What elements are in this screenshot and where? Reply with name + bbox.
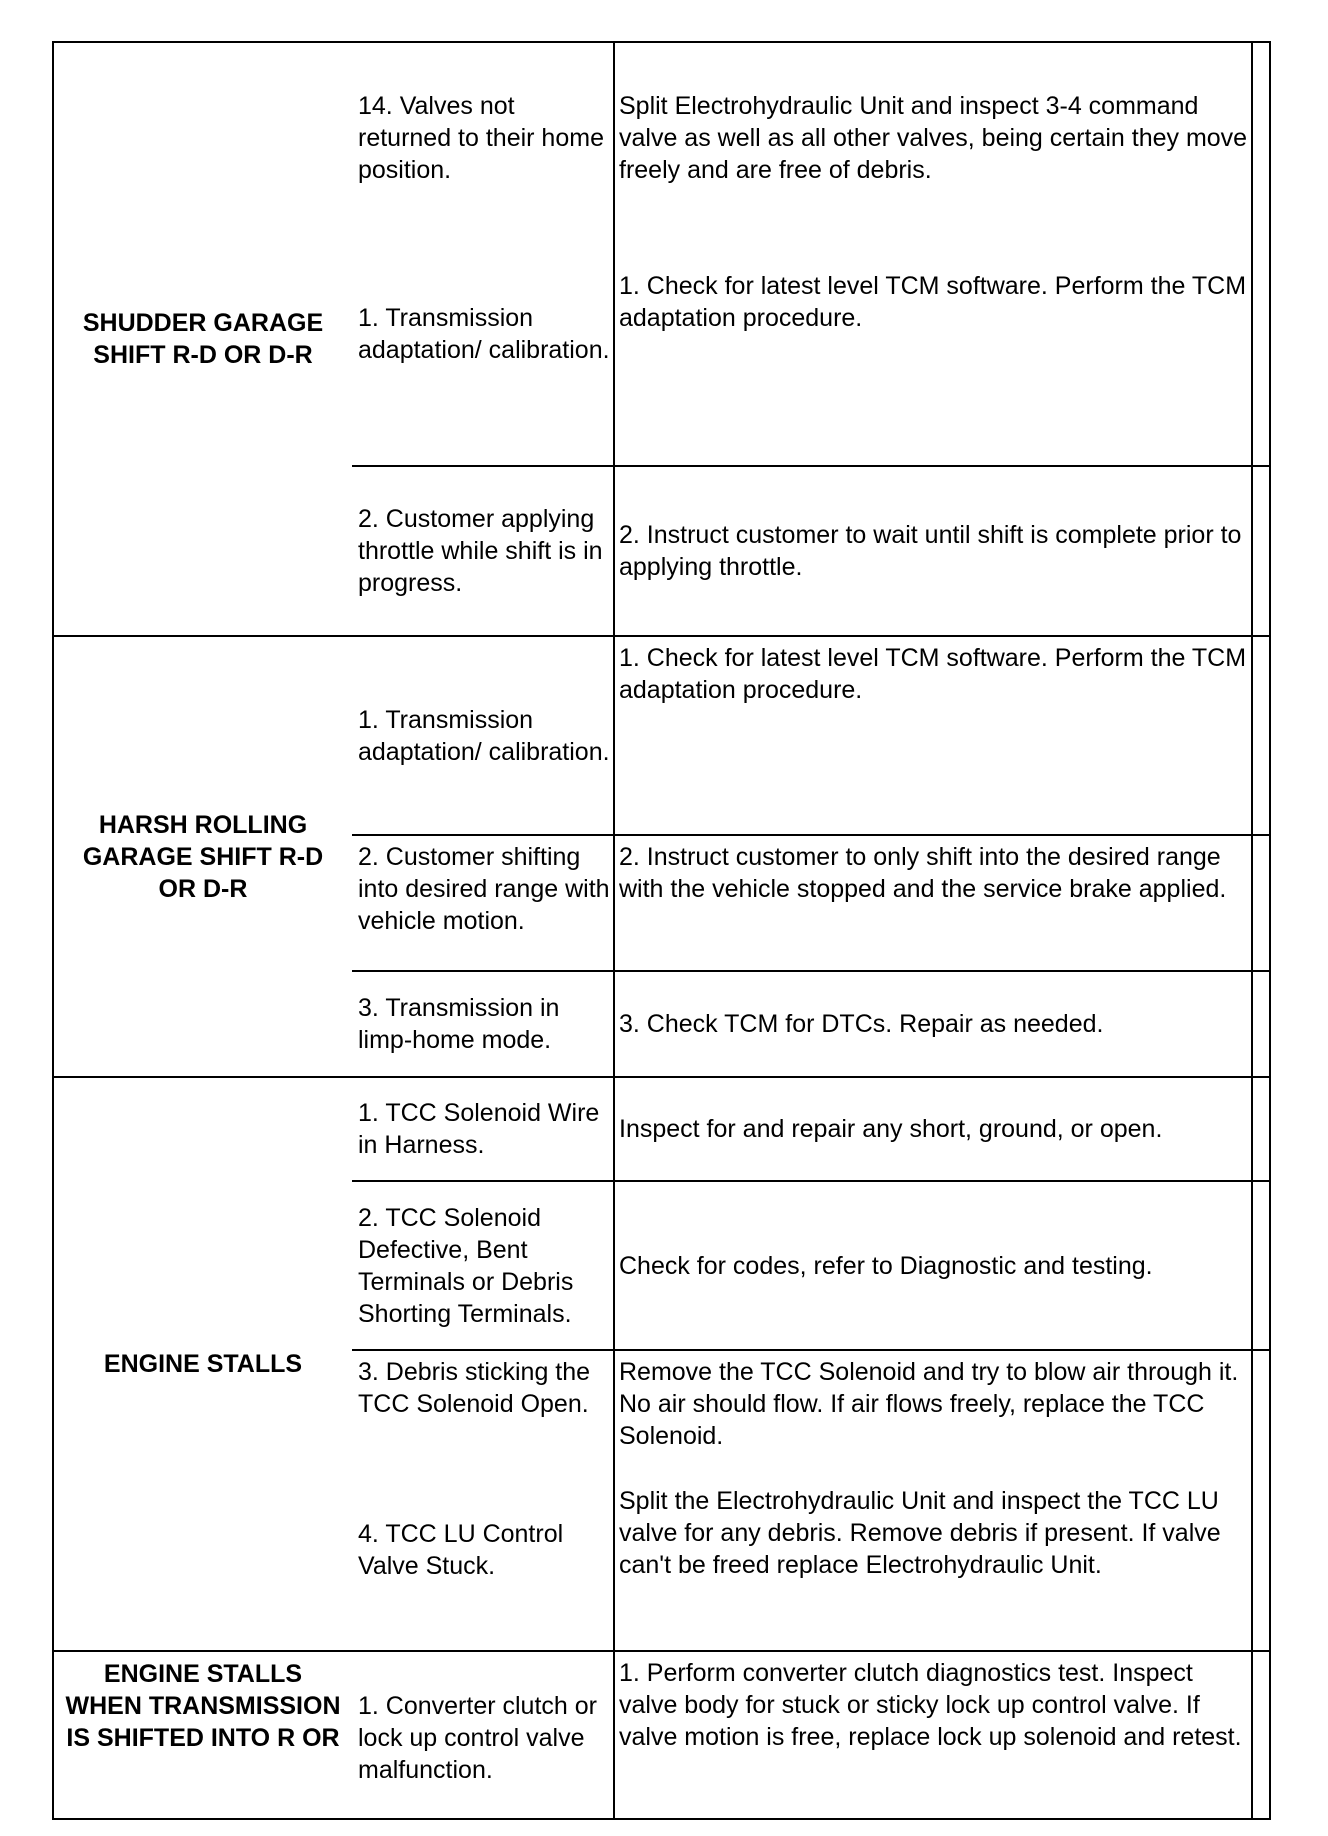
cause-cell — [352, 1078, 613, 1180]
cause-text: 3. Transmission in limp-home mode. — [358, 994, 560, 1054]
cause-cell — [352, 1182, 613, 1349]
correction-text: Check for codes, refer to Diagnostic and testing. — [619, 1251, 1153, 1280]
table-border-right — [1269, 41, 1271, 1820]
symptom-cell — [54, 43, 352, 635]
correction-cell — [615, 972, 1251, 1076]
correction-cell — [615, 90, 1251, 200]
correction-text: 2. Instruct customer to wait until shift is complete prior to applying throttle. — [619, 521, 1242, 581]
cause-separator — [352, 1349, 1271, 1351]
correction-cell — [615, 1657, 1251, 1807]
cause-text: 2. TCC Solenoid Defective, Bent Terminals or Debris Shorting Terminals. — [358, 1203, 574, 1328]
column-divider-2 — [1251, 41, 1253, 1820]
correction-cell — [615, 1356, 1251, 1466]
symptom-cell — [54, 1658, 352, 1818]
cause-text: 14. Valves not returned to their home position. — [358, 92, 604, 184]
correction-cell — [615, 1182, 1251, 1349]
correction-text: Split the Electrohydraulic Unit and inspect the TCC LU valve for any debris. Remove debris if present. If valve can't be freed replace Electrohydraulic Unit. — [619, 1487, 1221, 1579]
correction-text: Remove the TCC Solenoid and try to blow air through it. No air should flow. If air flows freely, replace the TCC Solenoid. — [619, 1358, 1239, 1450]
correction-cell — [615, 1485, 1251, 1625]
correction-cell — [615, 270, 1251, 350]
cause-text: 1. TCC Solenoid Wire in Harness. — [358, 1099, 600, 1159]
table-border-bottom — [52, 1818, 1271, 1820]
correction-text: Inspect for and repair any short, ground, or open. — [619, 1115, 1163, 1143]
correction-text: 1. Check for latest level TCM software. Perform the TCM adaptation procedure. — [619, 644, 1247, 704]
cause-text: 1. Transmission adaptation/ calibration. — [358, 705, 610, 766]
correction-text: 1. Perform converter clutch diagnostics test. Inspect valve body for stuck or sticky lock up control valve. If valve motion is free, replace lock up solenoid and retest. — [619, 1659, 1242, 1751]
cause-text: 4. TCC LU Control Valve Stuck. — [358, 1520, 564, 1580]
cause-text: 1. Transmission adaptation/ calibration. — [358, 304, 610, 364]
cause-text: 1. Converter clutch or lock up control valve malfunction. — [358, 1692, 597, 1784]
cause-text: 2. Customer shifting into desired range with vehicle motion. — [358, 843, 610, 935]
correction-cell — [615, 841, 1251, 951]
cause-cell — [352, 1690, 613, 1800]
diagnosis-table — [52, 41, 1271, 1820]
symptom-text: ENGINE STALLS — [103, 1350, 303, 1378]
symptom-text: HARSH ROLLING GARAGE SHIFT R-D OR D-R — [82, 810, 324, 903]
correction-text: 3. Check TCM for DTCs. Repair as needed. — [619, 1010, 1104, 1038]
cause-cell — [352, 637, 613, 834]
correction-cell — [615, 467, 1251, 635]
cause-cell — [352, 1518, 613, 1598]
cause-text: 3. Debris sticking the TCC Solenoid Open. — [358, 1358, 591, 1418]
symptom-cell — [54, 1078, 352, 1650]
cause-separator — [352, 834, 1271, 836]
cause-cell — [352, 1356, 613, 1466]
correction-text: 2. Instruct customer to only shift into the desired range with the vehicle stopped and the service brake applied. — [619, 843, 1227, 903]
symptom-text: ENGINE STALLS WHEN TRANSMISSION IS SHIFTED INTO R OR — [65, 1660, 341, 1752]
row-separator — [52, 1650, 1271, 1652]
correction-text: 1. Check for latest level TCM software. Perform the TCM adaptation procedure. — [619, 272, 1247, 332]
cause-cell — [352, 302, 613, 412]
cause-cell — [352, 841, 613, 951]
cause-cell — [352, 972, 613, 1076]
correction-cell — [615, 642, 1251, 722]
correction-cell — [615, 1078, 1251, 1180]
symptom-cell — [54, 637, 352, 1076]
symptom-text: SHUDDER GARAGE SHIFT R-D OR D-R — [82, 309, 324, 369]
correction-text: Split Electrohydraulic Unit and inspect 3-4 command valve as well as all other valves, being certain they move freely and are free of debris. — [619, 92, 1248, 184]
cause-cell — [352, 90, 613, 200]
cause-cell — [352, 467, 613, 635]
cause-text: 2. Customer applying throttle while shift is in progress. — [358, 505, 603, 597]
